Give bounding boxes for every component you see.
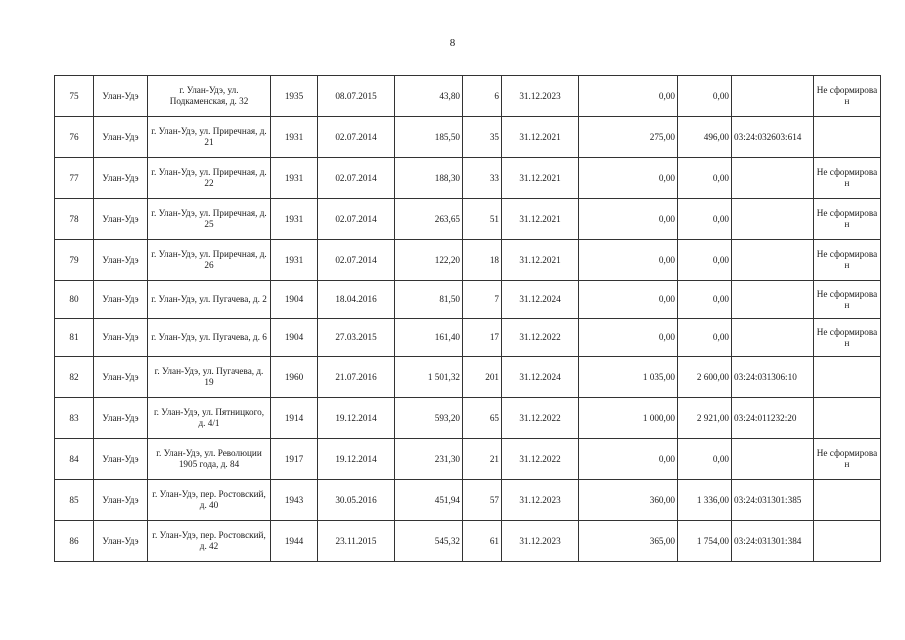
area-cell: 263,65 [395,199,463,240]
date-cell: 02.07.2014 [318,240,395,281]
address-cell: г. Улан-Удэ, ул. Приречная, д. 22 [148,158,271,199]
cadastre-cell [732,240,814,281]
area-cell: 188,30 [395,158,463,199]
row-number: 83 [55,398,94,439]
date-cell: 19.12.2014 [318,439,395,480]
cadastre-cell [732,199,814,240]
city-cell: Улан-Удэ [94,521,148,562]
apartments-cell: 51 [463,199,502,240]
deadline-cell: 31.12.2023 [502,521,579,562]
date-cell: 23.11.2015 [318,521,395,562]
address-cell: г. Улан-Удэ, ул. Приречная, д. 21 [148,117,271,158]
city-cell: Улан-Удэ [94,480,148,521]
cost-cell: 0,00 [579,158,678,199]
cost-cell: 0,00 [678,319,732,357]
city-cell: Улан-Удэ [94,117,148,158]
cadastre-cell [732,281,814,319]
row-number: 82 [55,357,94,398]
address-cell: г. Улан-Удэ, ул. Пугачева, д. 19 [148,357,271,398]
row-number: 75 [55,76,94,117]
city-cell: Улан-Удэ [94,398,148,439]
date-cell: 21.07.2016 [318,357,395,398]
cost-cell: 0,00 [678,439,732,480]
cost-cell: 0,00 [678,76,732,117]
year-cell: 1935 [271,76,318,117]
area-cell: 545,32 [395,521,463,562]
date-cell: 02.07.2014 [318,158,395,199]
date-cell: 08.07.2015 [318,76,395,117]
city-cell: Улан-Удэ [94,281,148,319]
area-cell: 231,30 [395,439,463,480]
cost-cell: 0,00 [579,76,678,117]
table-row [55,281,881,319]
cost-cell: 1 035,00 [579,357,678,398]
row-number: 80 [55,281,94,319]
year-cell: 1943 [271,480,318,521]
year-cell: 1931 [271,240,318,281]
cost-cell: 365,00 [579,521,678,562]
city-cell: Улан-Удэ [94,199,148,240]
status-cell: Не сформирован [814,240,881,281]
deadline-cell: 31.12.2023 [502,76,579,117]
row-number: 79 [55,240,94,281]
address-cell: г. Улан-Удэ, ул. Пугачева, д. 6 [148,319,271,357]
table-row [55,521,881,562]
deadline-cell: 31.12.2024 [502,281,579,319]
area-cell: 81,50 [395,281,463,319]
cadastre-cell: 03:24:032603:614 [732,117,814,158]
cost-cell: 496,00 [678,117,732,158]
row-number: 78 [55,199,94,240]
cadastre-cell [732,319,814,357]
deadline-cell: 31.12.2021 [502,240,579,281]
city-cell: Улан-Удэ [94,76,148,117]
row-number: 85 [55,480,94,521]
date-cell: 27.03.2015 [318,319,395,357]
table-body [55,76,881,562]
apartments-cell: 6 [463,76,502,117]
apartments-cell: 35 [463,117,502,158]
cadastre-cell: 03:24:031301:385 [732,480,814,521]
table-row [55,240,881,281]
cost-cell: 0,00 [678,281,732,319]
cost-cell: 2 600,00 [678,357,732,398]
table-row [55,439,881,480]
year-cell: 1944 [271,521,318,562]
city-cell: Улан-Удэ [94,240,148,281]
year-cell: 1904 [271,319,318,357]
apartments-cell: 57 [463,480,502,521]
year-cell: 1914 [271,398,318,439]
cost-cell: 0,00 [678,158,732,199]
year-cell: 1960 [271,357,318,398]
apartments-cell: 33 [463,158,502,199]
apartments-cell: 201 [463,357,502,398]
cost-cell: 0,00 [579,319,678,357]
year-cell: 1904 [271,281,318,319]
address-cell: г. Улан-Удэ, ул. Пятницкого, д. 4/1 [148,398,271,439]
status-cell [814,398,881,439]
area-cell: 161,40 [395,319,463,357]
cost-cell: 0,00 [678,240,732,281]
year-cell: 1931 [271,199,318,240]
cadastre-cell: 03:24:031301:384 [732,521,814,562]
table-row [55,76,881,117]
status-cell [814,521,881,562]
cadastre-cell [732,439,814,480]
apartments-cell: 18 [463,240,502,281]
deadline-cell: 31.12.2021 [502,199,579,240]
address-cell: г. Улан-Удэ, ул. Революции 1905 года, д. 84 [148,439,271,480]
table-row [55,117,881,158]
deadline-cell: 31.12.2022 [502,319,579,357]
status-cell: Не сформирован [814,439,881,480]
cadastre-cell: 03:24:011232:20 [732,398,814,439]
cost-cell: 0,00 [579,281,678,319]
address-cell: г. Улан-Удэ, ул. Подкаменская, д. 32 [148,76,271,117]
area-cell: 185,50 [395,117,463,158]
table-row [55,357,881,398]
deadline-cell: 31.12.2023 [502,480,579,521]
deadline-cell: 31.12.2022 [502,439,579,480]
address-cell: г. Улан-Удэ, ул. Пугачева, д. 2 [148,281,271,319]
area-cell: 593,20 [395,398,463,439]
status-cell [814,357,881,398]
cost-cell: 360,00 [579,480,678,521]
address-cell: г. Улан-Удэ, пер. Ростовский, д. 40 [148,480,271,521]
address-cell: г. Улан-Удэ, ул. Приречная, д. 25 [148,199,271,240]
status-cell: Не сформирован [814,281,881,319]
table-row [55,319,881,357]
address-cell: г. Улан-Удэ, ул. Приречная, д. 26 [148,240,271,281]
year-cell: 1931 [271,117,318,158]
address-cell: г. Улан-Удэ, пер. Ростовский, д. 42 [148,521,271,562]
table-row [55,158,881,199]
area-cell: 451,94 [395,480,463,521]
cost-cell: 2 921,00 [678,398,732,439]
year-cell: 1931 [271,158,318,199]
row-number: 84 [55,439,94,480]
cadastre-cell [732,158,814,199]
status-cell: Не сформирован [814,76,881,117]
table-row [55,199,881,240]
date-cell: 02.07.2014 [318,117,395,158]
cadastre-cell: 03:24:031306:10 [732,357,814,398]
area-cell: 1 501,32 [395,357,463,398]
area-cell: 43,80 [395,76,463,117]
city-cell: Улан-Удэ [94,158,148,199]
page-number: 8 [449,37,456,49]
area-cell: 122,20 [395,240,463,281]
date-cell: 19.12.2014 [318,398,395,439]
deadline-cell: 31.12.2024 [502,357,579,398]
status-cell: Не сформирован [814,319,881,357]
city-cell: Улан-Удэ [94,357,148,398]
status-cell [814,117,881,158]
date-cell: 18.04.2016 [318,281,395,319]
cost-cell: 0,00 [678,199,732,240]
housing-registry-table [54,75,881,562]
table-row [55,480,881,521]
cost-cell: 1 336,00 [678,480,732,521]
deadline-cell: 31.12.2021 [502,117,579,158]
cost-cell: 1 754,00 [678,521,732,562]
cost-cell: 0,00 [579,439,678,480]
cost-cell: 275,00 [579,117,678,158]
status-cell: Не сформирован [814,158,881,199]
deadline-cell: 31.12.2021 [502,158,579,199]
date-cell: 30.05.2016 [318,480,395,521]
table-row [55,398,881,439]
row-number: 76 [55,117,94,158]
cost-cell: 0,00 [579,199,678,240]
row-number: 86 [55,521,94,562]
year-cell: 1917 [271,439,318,480]
apartments-cell: 61 [463,521,502,562]
status-cell: Не сформирован [814,199,881,240]
row-number: 77 [55,158,94,199]
cost-cell: 1 000,00 [579,398,678,439]
row-number: 81 [55,319,94,357]
status-cell [814,480,881,521]
city-cell: Улан-Удэ [94,439,148,480]
apartments-cell: 21 [463,439,502,480]
apartments-cell: 65 [463,398,502,439]
cadastre-cell [732,76,814,117]
date-cell: 02.07.2014 [318,199,395,240]
apartments-cell: 17 [463,319,502,357]
apartments-cell: 7 [463,281,502,319]
cost-cell: 0,00 [579,240,678,281]
deadline-cell: 31.12.2022 [502,398,579,439]
city-cell: Улан-Удэ [94,319,148,357]
